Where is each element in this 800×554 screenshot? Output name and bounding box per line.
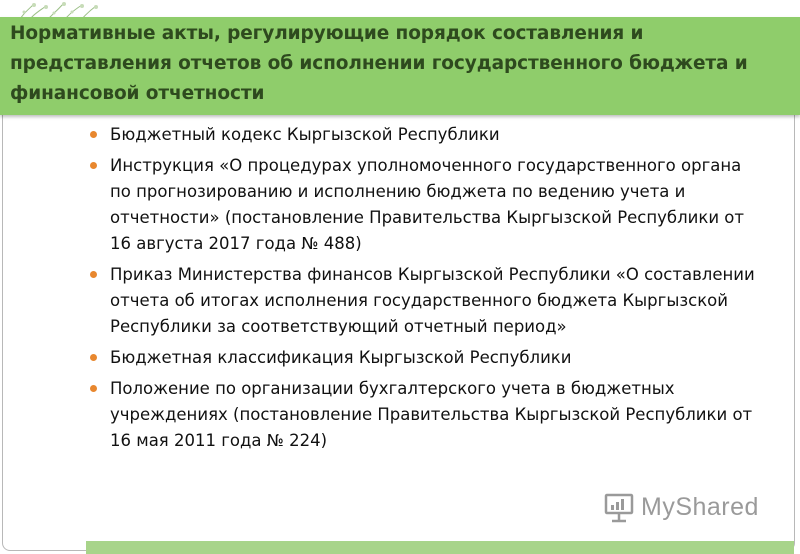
title-banner [0,17,800,115]
list-item [110,153,760,257]
list-item [110,376,760,454]
list-item [110,122,760,148]
page-title: Нормативные акты, регулирующие порядок составления и представления отчетов об исполнении государственного бюджета и финансовой отчетности [10,23,748,104]
list-item [110,345,760,371]
watermark-logo [603,487,759,527]
bullet-dot-icon [90,162,97,169]
bullet-dot-icon [90,131,97,138]
footer-bar [86,541,794,554]
bullet-list [110,122,760,459]
list-item-text: Положение по организации бухгалтерского учета в бюджетных учреждениях (постановление Правительства Кыргызской Республики от 16 мая 2011 года № 224) [110,379,753,450]
list-item-text: Бюджетная классификация Кыргызской Республики [110,348,572,367]
presentation-board-icon [603,491,635,523]
bullet-dot-icon [90,385,97,392]
list-item-text: Бюджетный кодекс Кыргызской Республики [110,125,500,144]
watermark-text: MyShared [641,492,759,521]
list-item-text: Инструкция «О процедурах уполномоченного государственного органа по прогнозированию и исполнению бюджета по ведению учета и отчетности» (постановление Правительства Кыргызской Республики от 16 августа 2017 года № 488) [110,156,745,253]
list-item-text: Приказ Министерства финансов Кыргызской Республики «О составлении отчета об итогах исполнения государственного бюджета Кыргызской Республики за соответствующий отчетный период» [110,265,755,336]
list-item [110,262,760,340]
bullet-dot-icon [90,271,97,278]
bullet-dot-icon [90,354,97,361]
